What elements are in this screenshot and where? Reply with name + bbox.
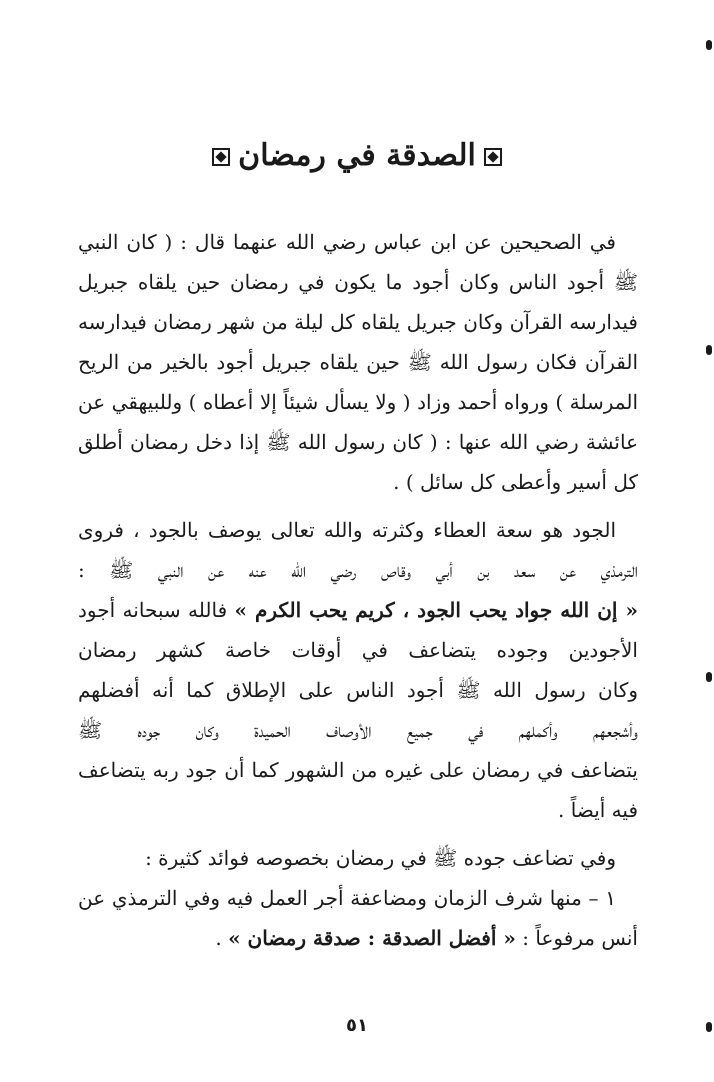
edge-mark-icon: [706, 40, 712, 50]
text-line: فيدارسه القرآن وكان جبريل يلقاه كل ليلة من شهر رمضان فيدارسه: [78, 310, 638, 334]
hadith-quote-bold: « أفضل الصدقة : صدقة رمضان »: [228, 926, 516, 950]
body-text: [78, 222, 638, 958]
text-line: ﷺ أجود الناس وكان أجود ما يكون في رمضان حين يلقاه جبريل: [78, 270, 638, 294]
page-number: ٥١: [346, 1015, 368, 1036]
text-line: الجود هو سعة العطاء وكثرته والله تعالى يوصف بالجود ، فروى: [78, 518, 616, 542]
text-line: وأشجعهم وأكملهم في جميع الأوصاف الحميدة وكان جوده ﷺ: [78, 718, 638, 742]
text-line: القرآن فكان رسول الله ﷺ حين يلقاه جبريل أجود بالخير من الريح: [78, 350, 638, 374]
line-text: فالله سبحانه أجود: [78, 598, 235, 622]
ornament-left-icon: [212, 148, 230, 166]
text-line: وفي تضاعف جوده ﷺ في رمضان بخصوصه فوائد كثيرة :: [145, 846, 616, 870]
text-line: [78, 918, 638, 958]
line-text: أنس مرفوعاً :: [515, 926, 638, 950]
text-line: المرسلة ) ورواه أحمد وزاد ( ولا يسأل شيئاً إلا أعطاه ) وللبيهقي عن: [78, 390, 638, 414]
text-line: ١ – منها شرف الزمان ومضاعفة أجر العمل فيه وفي الترمذي عن: [78, 886, 616, 910]
line-text: .: [215, 926, 229, 950]
text-line: يتضاعف في رمضان على غيره من الشهور كما أن جود ربه يتضاعف: [78, 758, 638, 782]
text-line: الأجودين وجوده يتضاعف في أوقات خاصة كشهر رمضان: [78, 638, 638, 662]
text-line: الترمذي عن سعد بن أبي وقاص رضي الله عنه عن النبي ﷺ :: [78, 558, 638, 582]
text-line: في الصحيحين عن ابن عباس رضي الله عنهما قال : ( كان النبي: [78, 230, 616, 254]
text-line: عائشة رضي الله عنها : ( كان رسول الله ﷺ إذا دخل رمضان أطلق: [78, 430, 638, 454]
edge-mark-icon: [706, 672, 712, 682]
ornament-right-icon: [484, 148, 502, 166]
text-line: كل أسير وأعطى كل سائل ) .: [393, 470, 638, 494]
edge-mark-icon: [706, 1022, 712, 1032]
hadith-quote-bold: « إن الله جواد يحب الجود ، كريم يحب الكرم »: [234, 598, 638, 622]
chapter-title: [0, 138, 714, 173]
edge-mark-icon: [706, 345, 712, 355]
text-line: وكان رسول الله ﷺ أجود الناس على الإطلاق كما أنه أفضلهم: [78, 678, 638, 702]
chapter-title-text: الصدقة في رمضان: [238, 138, 476, 173]
text-line: [78, 590, 638, 630]
text-line: فيه أيضاً .: [558, 798, 638, 822]
